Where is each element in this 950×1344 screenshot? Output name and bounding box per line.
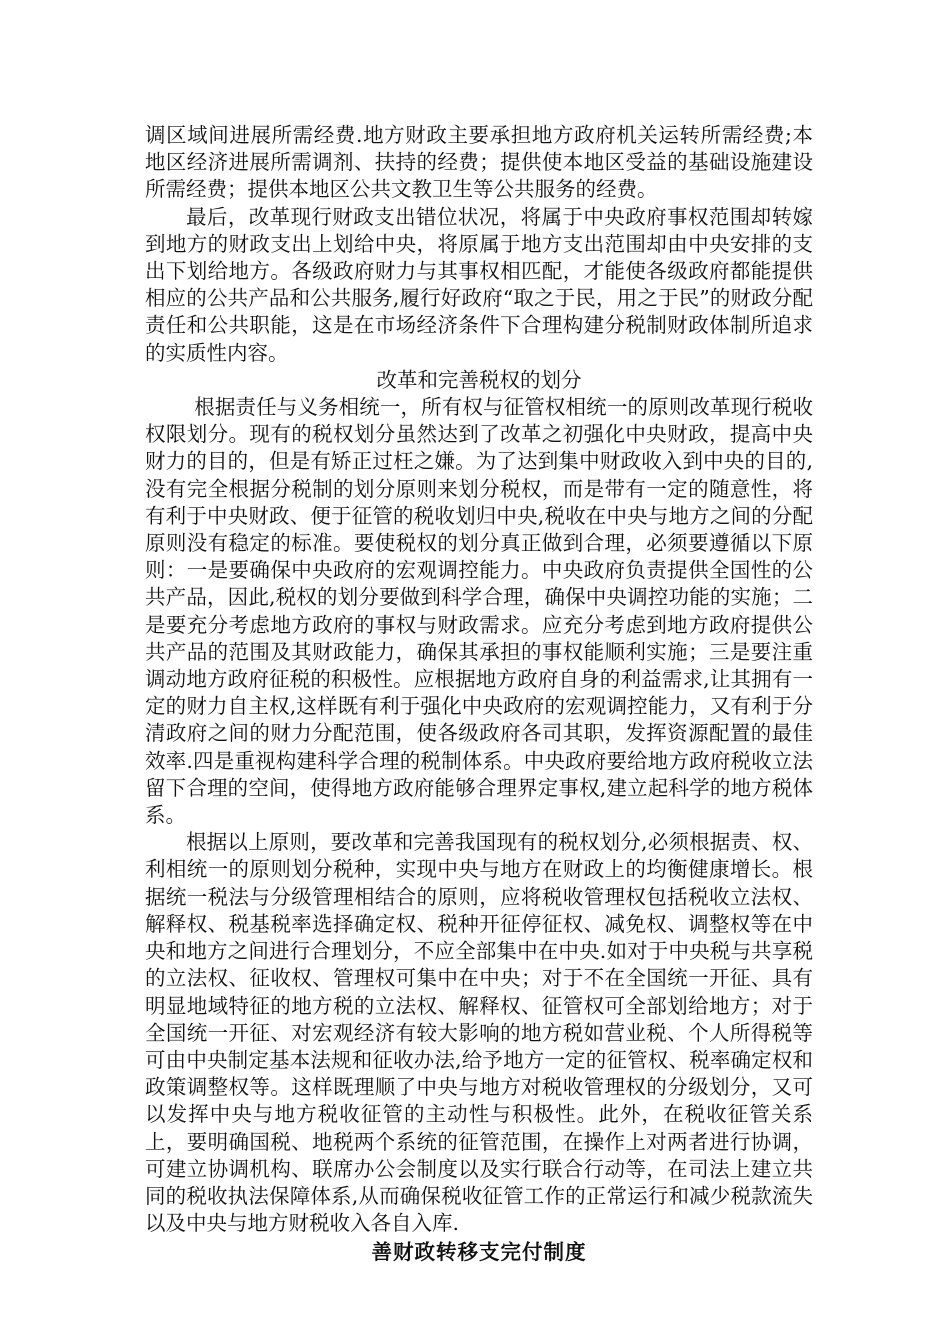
paragraph-principles: 根据责任与义务相统一，所有权与征管权相统一的原则改革现行税收权限划分。现有的税权划分虽然达到了改革之初强化中央财政，提高中央财力的目的，但是有矫正过枉之嫌。为了达到集中财政收入到中央的目的,没有完全根据分税制的划分原则来划分税权，而是带有一定的随意性，将有利于中央财政、便于征管的税收划归中央,税收在中央与地方之间的分配原则没有稳定的标准。要使税权的划分真正做到合理，必须要遵循以下原则：一是要确保中央政府的宏观调控能力。中央政府负责提供全国性的公共产品，因此,税权的划分要做到科学合理，确保中央调控功能的实施；二是要充分考虑地方政府的事权与财政需求。应充分考虑到地方政府提供公共产品的范围及其财政能力，确保其承担的事权能顺利实施；三是要注重调动地方政府征税的积极性。应根据地方政府自身的利益需求,让其拥有一定的财力自主权,这样既有利于强化中央政府的宏观调控能力，又有利于分清政府之间的财力分配范围，使各级政府各司其职，发挥资源配置的最佳效率.四是重视构建科学合理的税制体系。中央政府要给地方政府税收立法留下合理的空间，使得地方政府能够合理界定事权,建立起科学的地方税体系。 xyxy=(145,395,813,828)
paragraph-intro: 调区域间进展所需经费.地方财政主要承担地方政府机关运转所需经费;本地区经济进展所需调剂、扶持的经费；提供使本地区受益的基础设施建设所需经费；提供本地区公共文教卫生等公共服务的经费。 xyxy=(145,123,813,202)
document-page xyxy=(145,122,813,1267)
section-heading-transfer: 善财政转移支完付制度 xyxy=(371,1240,587,1265)
paragraph-reform: 根据以上原则，要改革和完善我国现有的税权划分,必须根据责、权、利相统一的原则划分税种，实现中央与地方在财政上的均衡健康增长。根据统一税法与分级管理相结合的原则，应将税收管理权包括税收立法权、解释权、税基税率选择确定权、税种开征停征权、减免权、调整权等在中央和地方之间进行合理划分，不应全部集中在中央.如对于中央税与共享税的立法权、征收权、管理权可集中在中央；对于不在全国统一开征、具有明显地域特征的地方税的立法权、解释权、征管权可全部划给地方；对于全国统一开征、对宏观经济有较大影响的地方税如营业税、个人所得税等可由中央制定基本法规和征收办法,给予地方一定的征管权、税率确定权和政策调整权等。这样既理顺了中央与地方对税收管理权的分级划分，又可以发挥中央与地方税收征管的主动性与积极性。此外，在税收征管关系上，要明确国税、地税两个系统的征管范围，在操作上对两者进行协调，可建立协调机构、联席办公会制度以及实行联合行动等，在司法上建立共同的税收执法保障体系,从而确保税收征管工作的正常运行和减少税款流失以及中央与地方财税收入各自入库. xyxy=(145,830,813,1236)
paragraph-finally: 最后，改革现行财政支出错位状况，将属于中央政府事权范围却转嫁到地方的财政支出上划给中央，将原属于地方支出范围却由中央安排的支出下划给地方。各级政府财力与其事权相匹配，才能使各级政府都能提供相应的公共产品和公共服务,履行好政府“取之于民，用之于民”的财政分配责任和公共职能，这是在市场经济条件下合理构建分税制财政体制所追求的实质性内容。 xyxy=(145,204,813,365)
section-heading-tax-power: 改革和完善税权的划分 xyxy=(376,367,582,392)
